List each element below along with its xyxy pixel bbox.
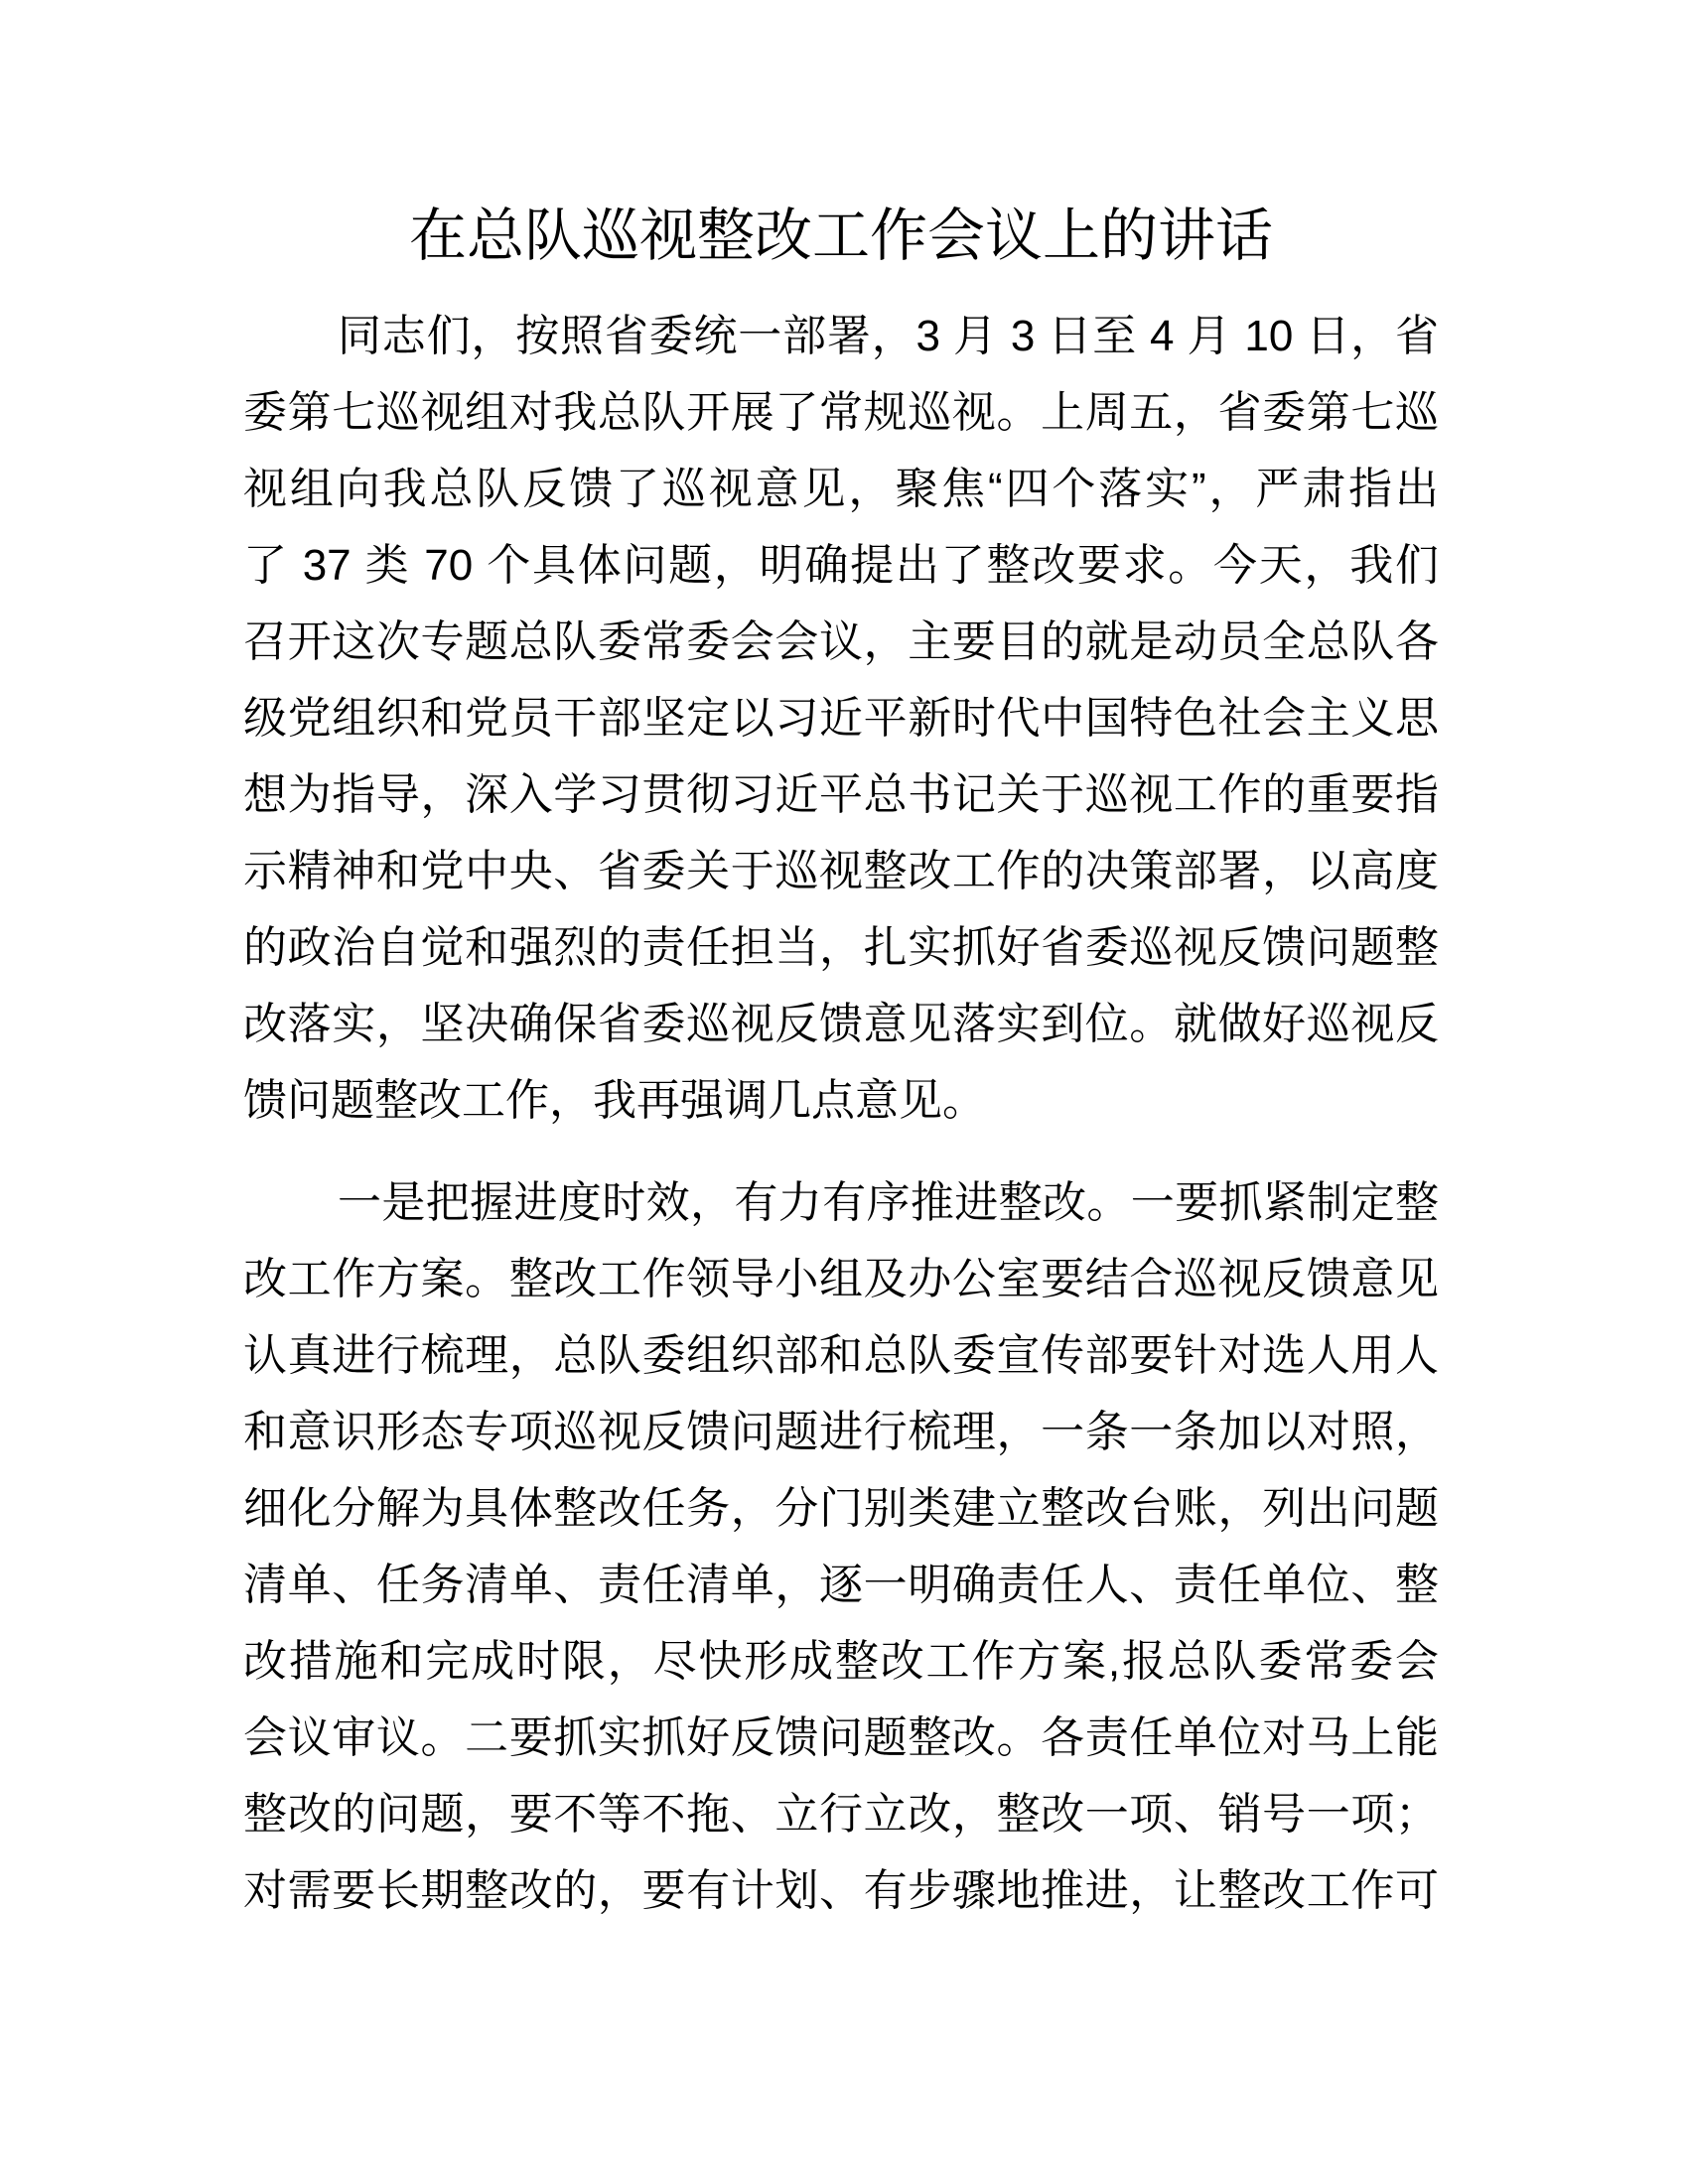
- text-line: 级党组织和党员干部坚定以习近平新时代中国特色社会主义思: [243, 694, 1439, 743]
- text-line: 细化分解为具体整改任务，分门别类建立整改台账，列出问题: [243, 1484, 1439, 1533]
- text-line: 改工作方案。整改工作领导小组及办公室要结合巡视反馈意见: [243, 1255, 1439, 1303]
- text-line: 示精神和党中央、省委关于巡视整改工作的决策部署，以高度: [243, 847, 1439, 895]
- document-body: [243, 298, 1439, 1929]
- text-line: 一是把握进度时效，有力有序推进整改。一要抓紧制定整: [338, 1178, 1439, 1227]
- paragraph: [243, 298, 1439, 1139]
- text-line: 认真进行梳理，总队委组织部和总队委宣传部要针对选人用人: [243, 1331, 1439, 1380]
- text-line: 同志们，按照省委统一部署，3 月 3 日至 4 月 10 日，省: [338, 312, 1439, 360]
- text-line: 委第七巡视组对我总队开展了常规巡视。上周五，省委第七巡: [243, 388, 1439, 437]
- text-line: 想为指导，深入学习贯彻习近平总书记关于巡视工作的重要指: [243, 770, 1439, 819]
- text-line: 改措施和完成时限，尽快形成整改工作方案,报总队委常委会: [243, 1637, 1439, 1686]
- text-line: 会议审议。二要抓实抓好反馈问题整改。各责任单位对马上能: [243, 1713, 1439, 1762]
- text-line: 清单、任务清单、责任清单，逐一明确责任人、责任单位、整: [243, 1561, 1439, 1609]
- text-line: 对需要长期整改的，要有计划、有步骤地推进，让整改工作可: [243, 1866, 1439, 1915]
- document-title: 在总队巡视整改工作会议上的讲话: [408, 204, 1273, 268]
- text-line: 视组向我总队反馈了巡视意见，聚焦“四个落实”，严肃指出: [243, 465, 1439, 513]
- text-line: 整改的问题，要不等不拖、立行立改，整改一项、销号一项；: [243, 1790, 1439, 1839]
- text-line: 改落实，坚决确保省委巡视反馈意见落实到位。就做好巡视反: [243, 1000, 1439, 1048]
- text-line: 了 37 类 70 个具体问题，明确提出了整改要求。今天，我们: [243, 541, 1439, 590]
- text-line: 馈问题整改工作，我再强调几点意见。: [243, 1076, 986, 1125]
- paragraph: [243, 1164, 1439, 1929]
- text-line: 召开这次专题总队委常委会会议，主要目的就是动员全总队各: [243, 617, 1439, 666]
- text-line: 和意识形态专项巡视反馈问题进行梳理，一条一条加以对照，: [243, 1408, 1439, 1456]
- text-line: 的政治自觉和强烈的责任担当，扎实抓好省委巡视反馈问题整: [243, 923, 1439, 972]
